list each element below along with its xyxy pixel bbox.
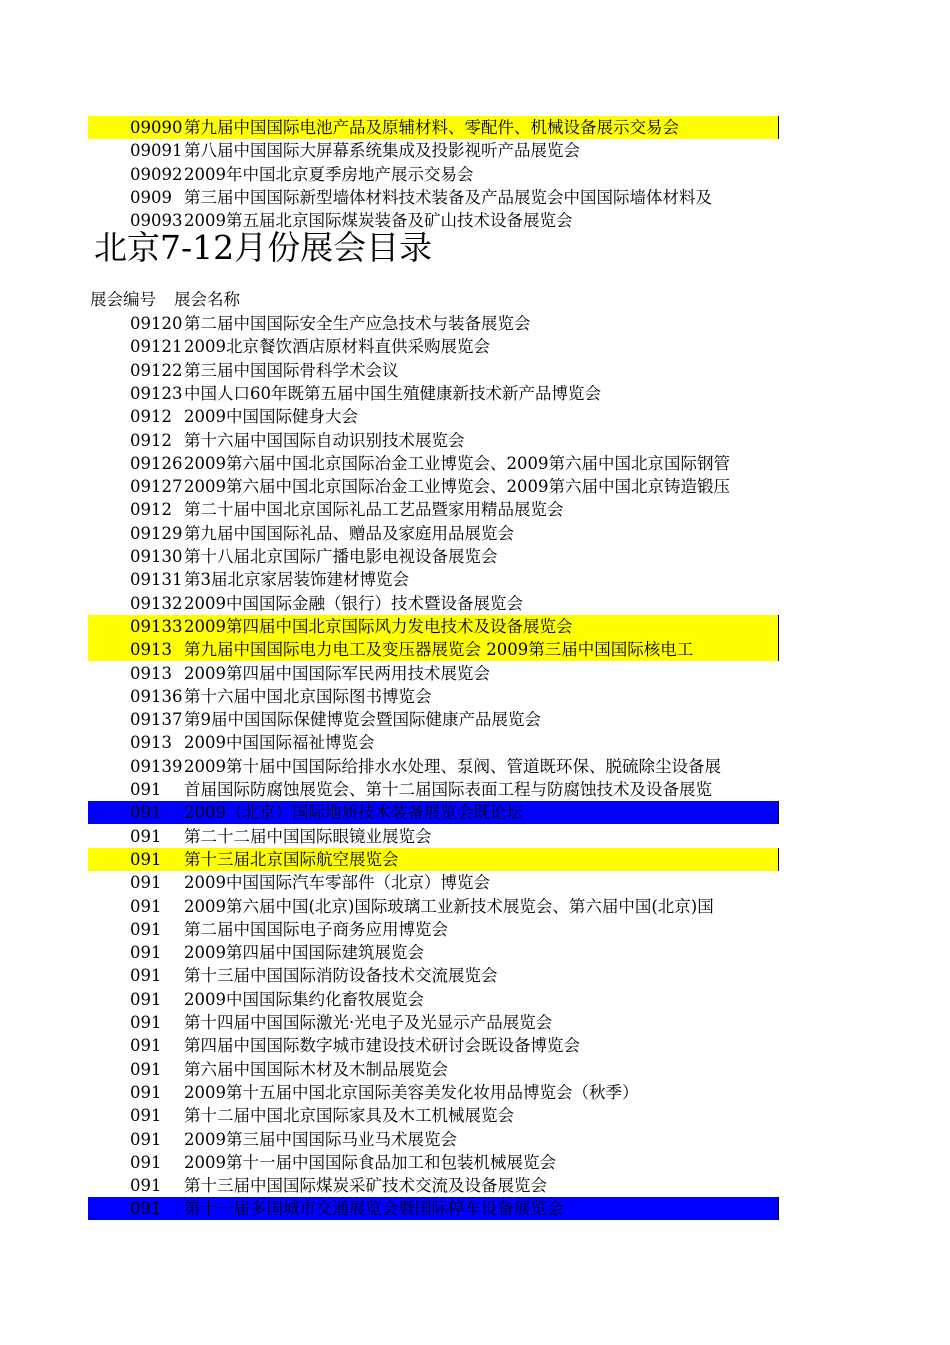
exhibition-name: 第九届中国国际电池产品及原辅材料、零配件、机械设备展示交易会 xyxy=(184,118,679,137)
exhibition-code: 091 xyxy=(130,1036,162,1056)
exhibition-name: 2009中国国际福祉博览会 xyxy=(184,733,375,753)
table-row xyxy=(88,615,779,638)
exhibition-code: 09120 xyxy=(130,314,183,333)
exhibition-name: 2009中国国际健身大会 xyxy=(184,407,358,427)
exhibition-name: 首届国际防腐蚀展览会、第十二届国际表面工程与防腐蚀技术及设备展览 xyxy=(184,780,712,799)
exhibition-name: 第四届中国国际数字城市建设技术研讨会既设备博览会 xyxy=(184,1036,580,1056)
exhibition-code: 09136 xyxy=(130,686,183,706)
exhibition-name: 2009第六届中国北京国际冶金工业博览会、2009第六届中国北京铸造锻压 xyxy=(184,477,730,497)
exhibition-code: 0909 xyxy=(130,187,172,207)
exhibition-name: 第二届中国国际电子商务应用博览会 xyxy=(184,919,448,939)
table-row xyxy=(88,429,828,452)
exhibition-code: 09092 xyxy=(130,164,183,184)
exhibition-name: 第3届北京家居装饰建材博览会 xyxy=(184,570,409,590)
exhibition-code: 091 xyxy=(130,1082,162,1102)
table-row xyxy=(88,359,828,382)
exhibition-code: 0913 xyxy=(130,733,172,753)
exhibition-name: 第十二届中国北京国际家具及木工机械展览会 xyxy=(184,1106,514,1126)
exhibition-code: 09129 xyxy=(130,523,183,543)
exhibition-name: 2009第四届中国北京国际风力发电技术及设备展览会 xyxy=(184,616,573,636)
exhibition-code: 09137 xyxy=(130,710,183,730)
exhibition-name: 第九届中国国际礼品、赠品及家庭用品展览会 xyxy=(184,523,514,543)
table-row xyxy=(88,1174,828,1197)
exhibition-name: 中国人口60年既第五届中国生殖健康新技术新产品博览会 xyxy=(184,383,601,403)
exhibition-name: 第三届中国国际新型墙体材料技术装备及产品展览会中国国际墙体材料及 xyxy=(184,187,712,207)
exhibition-name: 第十三届北京国际航空展览会 xyxy=(184,849,399,869)
table-row xyxy=(88,1058,828,1081)
exhibition-name: 第十四届中国国际激光·光电子及光显示产品展览会 xyxy=(184,1013,553,1032)
exhibition-name: 第十八届北京国际广播电影电视设备展览会 xyxy=(184,547,498,566)
exhibition-code: 0912 xyxy=(130,407,172,427)
exhibition-code: 091 xyxy=(130,849,162,869)
exhibition-name: 第九届中国国际电力电工及变压器展览会 2009第三届中国国际核电工 xyxy=(184,640,694,660)
exhibition-code: 091 xyxy=(130,803,162,823)
exhibition-code: 091 xyxy=(130,1129,162,1149)
table-row xyxy=(88,405,828,428)
exhibition-name: 第六届中国国际木材及木制品展览会 xyxy=(184,1059,448,1079)
exhibition-code: 0912 xyxy=(130,500,172,520)
exhibition-name: 2009第四届中国国际军民两用技术展览会 xyxy=(184,663,490,683)
exhibition-name: 2009（北京）国际地质技术装备展览会既论坛 xyxy=(184,803,523,823)
exhibition-code: 09132 xyxy=(130,593,183,613)
exhibition-code: 091 xyxy=(130,1106,162,1126)
exhibition-code: 091 xyxy=(130,826,162,846)
table-row xyxy=(88,568,828,591)
exhibition-name: 第9届中国国际保健博览会暨国际健康产品展览会 xyxy=(184,710,541,730)
table-row xyxy=(88,1151,828,1174)
exhibition-name: 第十六届中国北京国际图书博览会 xyxy=(184,686,432,706)
table-row xyxy=(88,708,828,731)
exhibition-code: 09121 xyxy=(130,337,183,357)
table-row xyxy=(88,871,828,894)
table-row xyxy=(88,382,828,405)
exhibition-code: 091 xyxy=(130,1059,162,1079)
code-column-label: 展会编号 xyxy=(90,290,156,309)
exhibition-code: 091 xyxy=(130,919,162,939)
table-row xyxy=(88,1011,828,1034)
exhibition-code: 09130 xyxy=(130,547,183,566)
table-row xyxy=(88,312,828,335)
exhibition-code: 091 xyxy=(130,1152,162,1172)
table-row xyxy=(88,163,828,186)
table-row xyxy=(88,139,828,162)
exhibition-name: 第二十届中国北京国际礼品工艺品暨家用精品展览会 xyxy=(184,500,564,520)
exhibition-name: 第十三届中国国际煤炭采矿技术交流及设备展览会 xyxy=(184,1176,547,1196)
exhibition-code: 091 xyxy=(130,1199,162,1219)
table-row xyxy=(88,731,828,754)
exhibition-name: 第十一届多国城市交通展览会暨国际停车设备展览会 xyxy=(184,1199,564,1219)
table-row xyxy=(88,825,828,848)
exhibition-code: 09127 xyxy=(130,477,183,497)
page-title: 北京7-12月份展会目录 xyxy=(94,228,433,267)
exhibition-name: 2009第十届中国国际给排水水处理、泵阀、管道既环保、脱硫除尘设备展 xyxy=(184,756,721,776)
exhibition-name: 第三届中国国际骨科学术会议 xyxy=(184,360,399,380)
table-row xyxy=(88,522,828,545)
table-row xyxy=(88,848,779,871)
exhibition-code: 09123 xyxy=(130,383,183,403)
exhibition-code: 091 xyxy=(130,896,162,916)
exhibition-name: 2009第四届中国国际建筑展览会 xyxy=(184,943,424,963)
exhibition-name: 2009第五届北京国际煤炭装备及矿山技术设备展览会 xyxy=(184,211,573,231)
table-row xyxy=(88,498,828,521)
table-row xyxy=(88,964,828,987)
exhibition-code: 091 xyxy=(130,780,162,799)
exhibition-name: 2009中国国际集约化畜牧展览会 xyxy=(184,989,424,1009)
exhibition-code: 09091 xyxy=(130,141,183,161)
name-column-label: 展会名称 xyxy=(174,290,240,309)
table-row xyxy=(88,1034,828,1057)
table-row xyxy=(88,1081,828,1104)
table-row xyxy=(88,1104,828,1127)
table-row xyxy=(88,1128,828,1151)
exhibition-name: 第十六届中国国际自动识别技术展览会 xyxy=(184,430,465,450)
exhibition-name: 第二届中国国际安全生产应急技术与装备展览会 xyxy=(184,314,531,333)
exhibition-code: 091 xyxy=(130,966,162,986)
table-row xyxy=(88,685,828,708)
exhibition-code: 09126 xyxy=(130,453,183,473)
table-row xyxy=(88,335,828,358)
exhibition-name: 2009第六届中国北京国际冶金工业博览会、2009第六届中国北京国际钢管 xyxy=(184,453,730,473)
table-row xyxy=(88,116,779,139)
exhibition-code: 091 xyxy=(130,989,162,1009)
table-row xyxy=(88,452,828,475)
exhibition-code: 09133 xyxy=(130,616,183,636)
exhibition-code: 0912 xyxy=(130,430,172,450)
table-row xyxy=(88,918,828,941)
exhibition-code: 09090 xyxy=(130,118,183,137)
exhibition-code: 091 xyxy=(130,873,162,893)
table-row xyxy=(88,186,828,209)
exhibition-code: 09122 xyxy=(130,360,183,380)
table-row xyxy=(88,662,828,685)
table-row xyxy=(88,895,828,918)
exhibition-name: 2009年中国北京夏季房地产展示交易会 xyxy=(184,164,474,184)
exhibition-code: 09139 xyxy=(130,756,183,776)
exhibition-name: 2009北京餐饮酒店原材料直供采购展览会 xyxy=(184,337,490,357)
exhibition-name: 2009中国国际汽车零部件（北京）博览会 xyxy=(184,873,490,893)
exhibition-name: 2009中国国际金融（银行）技术暨设备展览会 xyxy=(184,593,523,613)
exhibition-code: 09093 xyxy=(130,211,183,231)
table-row xyxy=(88,941,828,964)
table-row xyxy=(88,545,828,568)
exhibition-code: 091 xyxy=(130,1176,162,1196)
exhibition-code: 091 xyxy=(130,943,162,963)
table-row xyxy=(88,638,779,661)
exhibition-name: 2009第十五届中国北京国际美容美发化妆用品博览会（秋季） xyxy=(184,1082,639,1102)
table-row xyxy=(88,801,779,824)
exhibition-name: 第八届中国国际大屏幕系统集成及投影视听产品展览会 xyxy=(184,141,580,161)
table-row xyxy=(88,755,828,778)
exhibition-name: 2009第六届中国(北京)国际玻璃工业新技术展览会、第六届中国(北京)国 xyxy=(184,896,714,916)
exhibition-name: 2009第三届中国国际马业马术展览会 xyxy=(184,1129,457,1149)
table-row xyxy=(88,988,828,1011)
exhibition-code: 091 xyxy=(130,1013,162,1032)
column-header xyxy=(90,289,258,311)
table-row xyxy=(88,778,828,801)
exhibition-name: 2009第十一届中国国际食品加工和包装机械展览会 xyxy=(184,1152,556,1172)
table-row xyxy=(88,475,828,498)
exhibition-name: 第十三届中国国际消防设备技术交流展览会 xyxy=(184,966,498,986)
exhibition-code: 0913 xyxy=(130,640,172,660)
table-row xyxy=(88,592,828,615)
exhibition-code: 0913 xyxy=(130,663,172,683)
exhibition-name: 第二十二届中国国际眼镜业展览会 xyxy=(184,826,432,846)
table-row xyxy=(88,1197,779,1220)
exhibition-code: 09131 xyxy=(130,570,183,590)
